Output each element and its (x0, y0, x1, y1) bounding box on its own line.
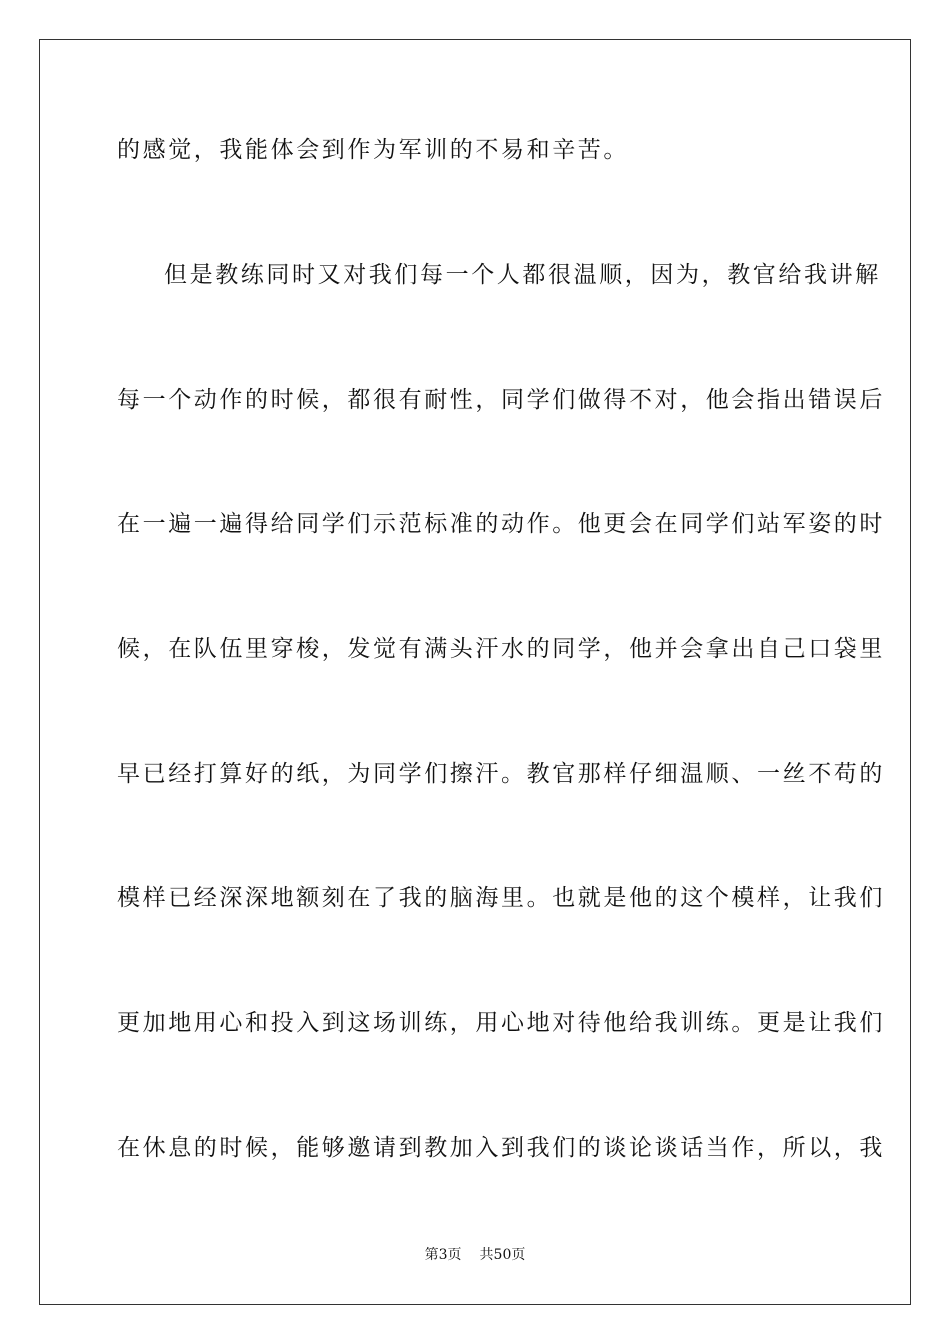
paragraph-line: 的感觉，我能体会到作为军训的不易和辛苦。 (117, 137, 629, 163)
paragraph-line: 每一个动作的时候，都很有耐性，同学们做得不对，他会指出错误后 (117, 387, 885, 413)
paragraph-line: 早已经打算好的纸，为同学们擦汗。教官那样仔细温顺、一丝不苟的 (117, 761, 885, 787)
paragraph-line: 候，在队伍里穿梭，发觉有满头汗水的同学，他并会拿出自己口袋里 (117, 636, 885, 662)
paragraph-line: 在休息的时候，能够邀请到教加入到我们的谈论谈话当作，所以，我 (117, 1135, 885, 1161)
page-total: 共50页 (479, 1247, 526, 1263)
page-footer (0, 1245, 950, 1265)
page-border (39, 39, 911, 1305)
paragraph-line: 更加地用心和投入到这场训练，用心地对待他给我训练。更是让我们 (117, 1010, 885, 1036)
paragraph-line: 模样已经深深地额刻在了我的脑海里。也就是他的这个模样，让我们 (117, 885, 885, 911)
paragraph-line: 但是教练同时又对我们每一个人都很温顺，因为，教官给我讲解 (164, 262, 881, 288)
page-number: 第3页 (424, 1247, 462, 1263)
paragraph-line: 在一遍一遍得给同学们示范标准的动作。他更会在同学们站军姿的时 (117, 511, 885, 537)
